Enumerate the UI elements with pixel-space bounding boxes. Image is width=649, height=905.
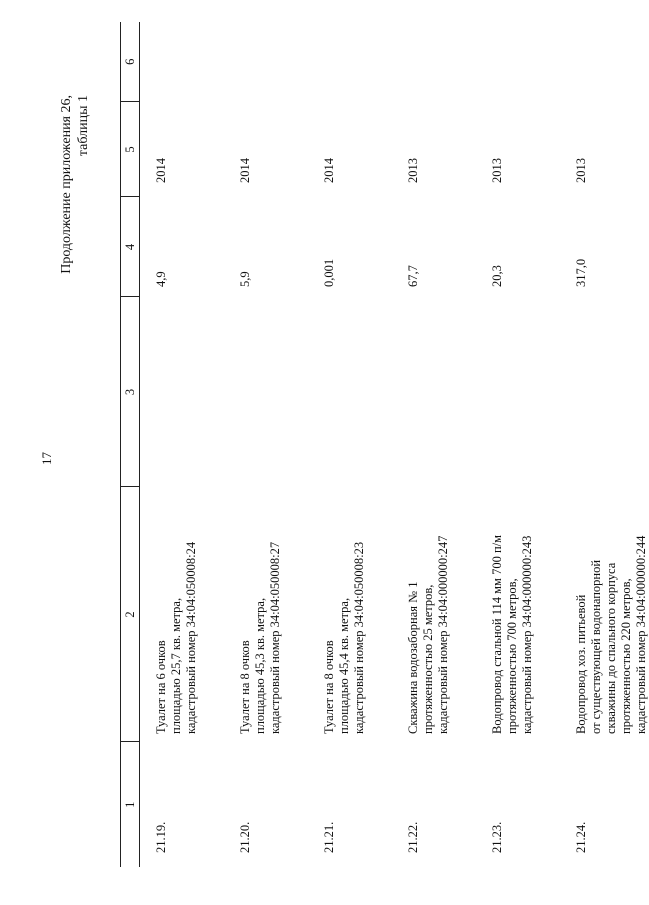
row-number: 21.20. <box>238 821 252 853</box>
row-col6 <box>476 22 560 102</box>
row-year: 2013 <box>574 158 588 183</box>
property-table <box>120 22 649 867</box>
table-caption <box>58 95 92 355</box>
description-line: кадастровый номер 34:04:000000:244 <box>634 535 648 734</box>
description-line: протяженностью 220 метров, <box>619 578 633 734</box>
row-col3 <box>140 297 225 487</box>
row-value: 0,001 <box>322 258 336 287</box>
column-header-2: 2 <box>121 487 140 742</box>
description-line: Водопровод стальной 114 мм 700 п/м <box>490 534 504 734</box>
row-description <box>476 487 560 742</box>
description-line: Туалет на 6 очков <box>154 640 168 734</box>
row-number: 21.21. <box>322 821 336 853</box>
page-number: 17 <box>39 452 54 465</box>
column-header-1: 1 <box>121 742 140 867</box>
description-line: кадастровый номер 34:04:050008:23 <box>352 541 366 734</box>
table-header-row <box>121 22 140 867</box>
description-line: кадастровый номер 34:04:000000:247 <box>436 535 450 734</box>
description-line: Туалет на 8 очков <box>322 640 336 734</box>
table-row <box>476 22 560 867</box>
row-description <box>392 487 476 742</box>
table-body <box>140 22 649 867</box>
row-col3 <box>224 297 308 487</box>
caption-line-1: Продолжение приложения 26, <box>59 95 74 274</box>
column-header-3: 3 <box>121 297 140 487</box>
row-col3 <box>476 297 560 487</box>
description-line: от существующей водонапорной <box>589 559 603 734</box>
row-number: 21.19. <box>154 821 168 853</box>
row-value: 5,9 <box>238 271 252 287</box>
row-year: 2013 <box>490 158 504 183</box>
row-value: 20,3 <box>490 265 504 287</box>
column-header-4: 4 <box>121 197 140 297</box>
row-value: 4,9 <box>154 271 168 287</box>
description-line: кадастровый номер 34:04:000000:243 <box>520 535 534 734</box>
row-col6 <box>140 22 225 102</box>
table-row <box>560 22 649 867</box>
row-number: 21.23. <box>490 821 504 853</box>
row-col6 <box>392 22 476 102</box>
description-line: площадью 25,7 кв. метра, <box>169 597 183 734</box>
column-header-5: 5 <box>121 102 140 197</box>
row-description <box>224 487 308 742</box>
description-line: протяженностью 25 метров, <box>421 584 435 734</box>
row-year: 2014 <box>238 158 252 183</box>
description-line: кадастровый номер 34:04:050008:24 <box>184 541 198 734</box>
table-row <box>308 22 392 867</box>
row-year: 2013 <box>406 158 420 183</box>
description-line: протяженностью 700 метров, <box>505 578 519 734</box>
description-line: площадью 45,3 кв. метра, <box>253 597 267 734</box>
row-col6 <box>308 22 392 102</box>
description-line: кадастровый номер 34:04:050008:27 <box>268 541 282 734</box>
row-year: 2014 <box>154 158 168 183</box>
row-number: 21.24. <box>574 821 588 853</box>
row-year: 2014 <box>322 158 336 183</box>
row-number: 21.22. <box>406 821 420 853</box>
table-row <box>392 22 476 867</box>
description-line: площадью 45,4 кв. метра, <box>337 597 351 734</box>
row-col6 <box>224 22 308 102</box>
row-col3 <box>308 297 392 487</box>
row-col3 <box>560 297 649 487</box>
description-line: скважины до спального корпуса <box>604 562 618 734</box>
description-line: Водопровод хоз. питьевой <box>574 594 588 734</box>
column-header-6: 6 <box>121 22 140 102</box>
row-value: 67,7 <box>406 265 420 287</box>
row-description <box>140 487 225 742</box>
table-row <box>224 22 308 867</box>
row-col6 <box>560 22 649 102</box>
row-description <box>308 487 392 742</box>
row-value: 317,0 <box>574 258 588 287</box>
row-col3 <box>392 297 476 487</box>
description-line: Туалет на 8 очков <box>238 640 252 734</box>
row-description <box>560 487 649 742</box>
description-line: Скважина водозаборная № 1 <box>406 581 420 734</box>
caption-line-2: таблицы 1 <box>76 95 91 157</box>
table-row <box>140 22 225 867</box>
